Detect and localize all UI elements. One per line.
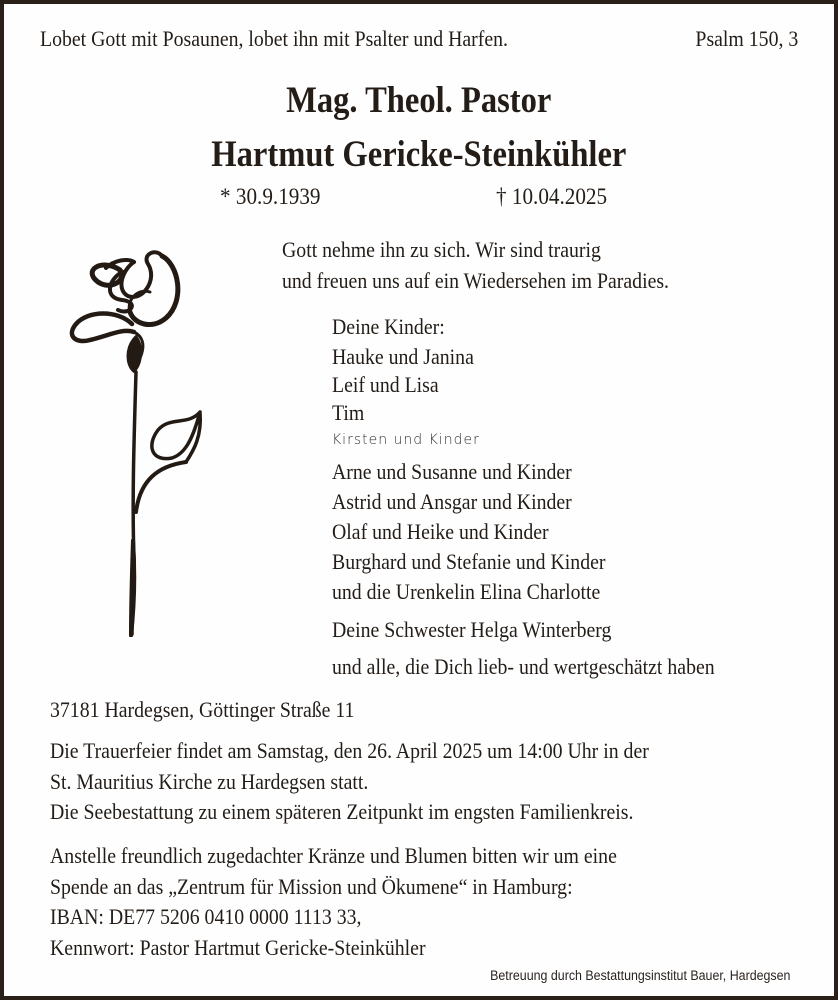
birth-date: * 30.9.1939	[220, 184, 321, 209]
rose-line-drawing-icon	[62, 240, 222, 640]
mourner-line: und die Urenkelin Elina Charlotte	[332, 579, 601, 604]
address: 37181 Hardegsen, Göttinger Straße 11	[50, 697, 355, 722]
verse-reference: Psalm 150, 3	[695, 26, 798, 51]
mourners-heading: Deine Kinder:	[332, 314, 445, 339]
mourner-line: Tim	[332, 400, 365, 425]
donation-line: Anstelle freundlich zugedachter Kränze und Blumen bitten wir um eine	[50, 843, 617, 868]
service-info-line: St. Mauritius Kirche zu Hardegsen statt.	[50, 769, 369, 794]
quote-block: Gott nehme ihn zu sich. Wir sind traurig und freuen uns auf ein Wiedersehen im Paradies.	[282, 237, 670, 293]
mourner-line-kirsten: Kirsten und Kinder	[332, 432, 480, 448]
service-info-line: Die Trauerfeier findet am Samstag, den 26. April 2025 um 14:00 Uhr in der	[50, 738, 649, 763]
mourner-line: Burghard und Stefanie und Kinder	[332, 549, 606, 574]
donation-iban: IBAN: DE77 5206 0410 0000 1113 33,	[50, 904, 362, 929]
bible-verse: Lobet Gott mit Posaunen, lobet ihn mit Psalter und Harfen.	[40, 26, 508, 51]
deceased-title: Mag. Theol. Pastor	[286, 80, 552, 121]
mourner-line: Leif und Lisa	[332, 372, 439, 397]
service-info-line: Die Seebestattung zu einem späteren Zeitpunkt im engsten Familienkreis.	[50, 799, 634, 824]
deceased-name: Hartmut Gericke-Steinkühler	[211, 134, 627, 175]
mourner-line: Astrid und Ansgar und Kinder	[332, 489, 572, 514]
mourner-sister: Deine Schwester Helga Winterberg	[332, 617, 612, 642]
mourner-line: Hauke und Janina	[332, 344, 474, 369]
donation-keyword: Kennwort: Pastor Hartmut Gericke-Steinkühler	[50, 935, 426, 960]
funeral-home-credit: Betreuung durch Bestattungsinstitut Bauer, Hardegsen	[489, 968, 790, 983]
donation-line: Spende an das „Zentrum für Mission und Ökumene“ in Hamburg:	[50, 874, 573, 899]
mourner-line: Arne und Susanne und Kinder	[332, 459, 572, 484]
death-date: † 10.04.2025	[496, 184, 608, 209]
mourner-line: Olaf und Heike und Kinder	[332, 519, 549, 544]
mourner-closing: und alle, die Dich lieb- und wertgeschätzt haben	[332, 654, 715, 679]
